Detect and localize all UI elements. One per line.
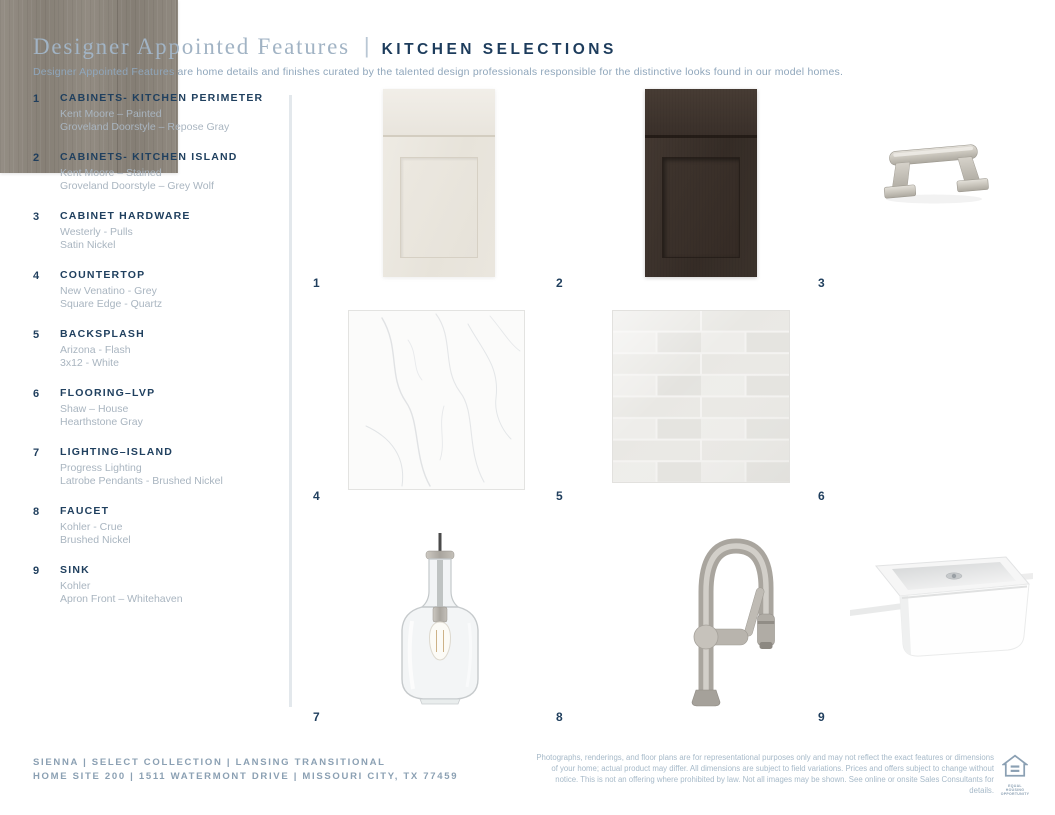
selection-number: 2	[33, 152, 40, 164]
cabinet-pull-image	[862, 133, 1007, 221]
equal-housing-label: EQUAL HOUSING OPPORTUNITY	[1000, 784, 1030, 796]
selection-item-faucet	[33, 505, 287, 546]
selection-number: 4	[33, 270, 40, 282]
grid-label-6: 6	[818, 489, 826, 503]
selection-detail: Arizona - Flash	[60, 344, 131, 356]
selection-number: 6	[33, 388, 40, 400]
selection-item-flooring	[33, 387, 287, 428]
selection-detail: Square Edge - Quartz	[60, 297, 163, 310]
footer-disclaimer: Photographs, renderings, and floor plans are for representational purposes only and may not reflect the exact features or dimensions of your home; actual product may differ. All dimensions are subject to field variations. Prices and offers subject to change without notice. This is not an offering where prohibited by law. Not all images may be shown. See online or onsite Sales Consultants for details.	[536, 753, 994, 795]
selection-number: 8	[33, 506, 40, 518]
selection-detail: Progress Lighting	[60, 462, 142, 474]
selection-detail: New Venatino - Grey	[60, 285, 157, 297]
equal-housing-logo	[1000, 754, 1030, 796]
selection-title: FAUCET	[60, 505, 110, 517]
page-description: Designer Appointed Features are home details and finishes curated by the talented design professionals responsible for the distinctive looks found in our model homes.	[33, 66, 844, 78]
selection-detail: 3x12 - White	[60, 356, 119, 369]
grid-label-2: 2	[556, 276, 564, 290]
selection-detail: Kent Moore – Painted	[60, 108, 162, 120]
selection-item-cabinet-hardware	[33, 210, 287, 251]
selection-detail: Kohler - Crue	[60, 521, 123, 533]
selection-title: COUNTERTOP	[60, 269, 146, 281]
grid-label-1: 1	[313, 276, 321, 290]
page-title: Designer Appointed Features	[33, 34, 350, 59]
vertical-divider	[289, 95, 292, 707]
selection-item-cabinets-island	[33, 151, 287, 192]
selection-title: LIGHTING–ISLAND	[60, 446, 174, 458]
selection-detail: Kent Moore – Stained	[60, 167, 162, 179]
grid-label-8: 8	[556, 710, 564, 724]
cabinet-drawer-front	[383, 89, 495, 137]
selection-detail: Groveland Doorstyle – Grey Wolf	[60, 179, 214, 192]
cabinet-island-swatch	[645, 89, 757, 277]
selection-detail: Shaw – House	[60, 403, 129, 415]
grid-label-5: 5	[556, 489, 564, 503]
selection-detail: Groveland Doorstyle – Repose Gray	[60, 120, 230, 133]
equal-housing-icon	[1002, 765, 1028, 782]
cabinet-door-panel	[662, 157, 740, 258]
faucet-image	[660, 532, 775, 712]
selection-detail: Satin Nickel	[60, 238, 116, 251]
title-separator: |	[363, 33, 370, 58]
countertop-swatch	[348, 310, 525, 490]
selection-item-countertop	[33, 269, 287, 310]
selection-title: FLOORING–LVP	[60, 387, 156, 399]
selections-list	[33, 92, 287, 623]
selection-detail: Westerly - Pulls	[60, 226, 133, 238]
selection-item-cabinets-perimeter	[33, 92, 287, 133]
selection-number: 5	[33, 329, 40, 341]
selection-number: 9	[33, 565, 40, 577]
selection-item-lighting	[33, 446, 287, 487]
grid-label-7: 7	[313, 710, 321, 724]
backsplash-swatch	[612, 310, 790, 483]
selection-number: 3	[33, 211, 40, 223]
selection-item-sink	[33, 564, 287, 605]
selection-number: 1	[33, 93, 40, 105]
footer-community-line: SIENNA | SELECT COLLECTION | LANSING TRANSITIONAL	[33, 757, 386, 768]
selection-detail: Hearthstone Gray	[60, 415, 143, 428]
selection-title: CABINETS- KITCHEN PERIMETER	[60, 92, 264, 104]
selection-detail: Latrobe Pendants - Brushed Nickel	[60, 474, 223, 487]
selection-title: SINK	[60, 564, 90, 576]
selection-title: BACKSPLASH	[60, 328, 145, 340]
sink-image	[850, 550, 1033, 662]
selection-detail: Brushed Nickel	[60, 533, 131, 546]
grid-label-4: 4	[313, 489, 321, 503]
selection-detail: Apron Front – Whitehaven	[60, 592, 183, 605]
page-header	[33, 34, 617, 60]
selection-title: CABINET HARDWARE	[60, 210, 191, 222]
cabinet-drawer-front	[645, 89, 757, 138]
selection-number: 7	[33, 447, 40, 459]
grid-label-9: 9	[818, 710, 826, 724]
cabinet-door-panel	[400, 157, 478, 258]
selection-item-backsplash	[33, 328, 287, 369]
selection-title: CABINETS- KITCHEN ISLAND	[60, 151, 238, 163]
grid-label-3: 3	[818, 276, 826, 290]
pendant-light-image	[390, 533, 490, 705]
cabinet-perimeter-swatch	[383, 89, 495, 277]
selection-detail: Kohler	[60, 580, 91, 592]
footer-address-line: HOME SITE 200 | 1511 WATERMONT DRIVE | MISSOURI CITY, TX 77459	[33, 771, 459, 782]
section-tag: KITCHEN SELECTIONS	[381, 41, 617, 58]
